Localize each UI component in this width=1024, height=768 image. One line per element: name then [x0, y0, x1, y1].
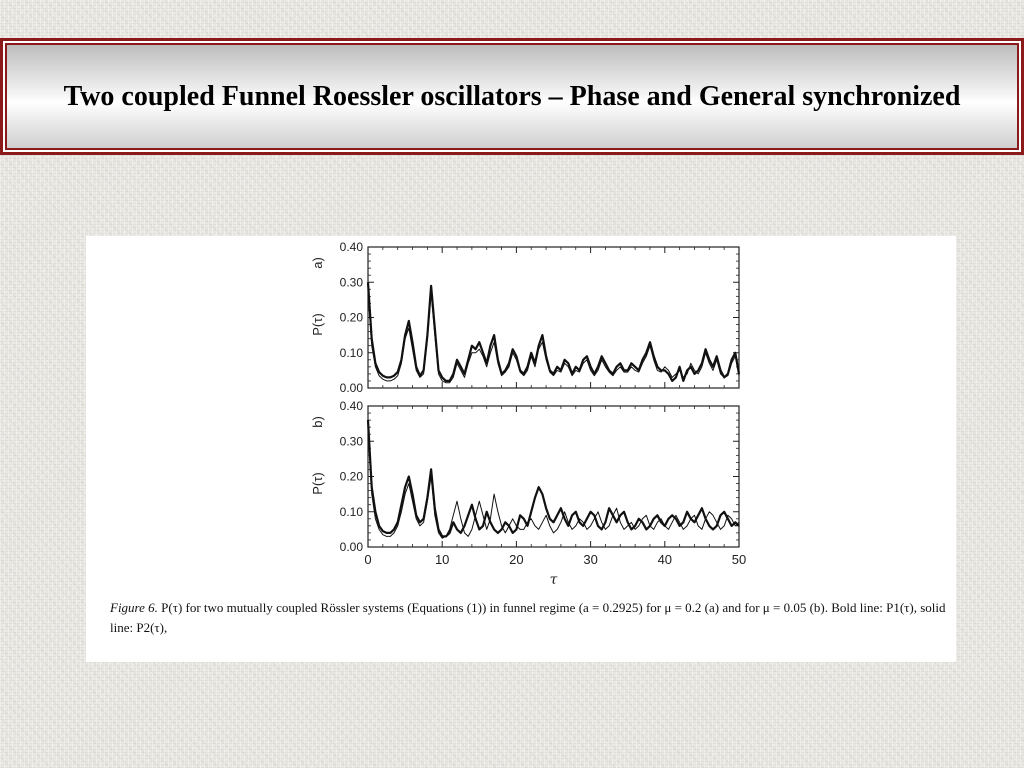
- caption-label: Figure 6.: [110, 600, 158, 615]
- x-tick-label: 10: [434, 552, 450, 567]
- y-tick-label: 0.00: [339, 381, 363, 395]
- chart-figure: [86, 236, 956, 598]
- figure-caption: [110, 598, 950, 638]
- y-tick-label: 0.00: [339, 540, 363, 554]
- y-tick-label: 0.40: [339, 240, 363, 254]
- y-axis-label: P(τ): [310, 313, 325, 336]
- x-tick-label: 0: [364, 552, 372, 567]
- x-tick-label: 30: [583, 552, 598, 567]
- figure-panel: [86, 236, 956, 662]
- series-p1-line-panel-a: [368, 282, 739, 381]
- y-tick-label: 0.10: [339, 345, 363, 360]
- x-tick-label: 50: [731, 552, 747, 567]
- title-banner-inner: [5, 43, 1019, 150]
- series-p1-line-panel-b: [368, 420, 739, 536]
- x-tick-label: 20: [509, 552, 524, 567]
- panel-b-frame: [368, 406, 739, 547]
- x-tick-label: 40: [657, 552, 673, 567]
- caption-text: P(τ) for two mutually coupled Rössler systems (Equations (1)) in funnel regime (a = 0.2925) for μ = 0.2 (a) and for μ = 0.05 (b). Bold line: P1(τ), solid line: P2(τ),: [110, 600, 946, 635]
- y-tick-label: 0.30: [339, 434, 363, 449]
- y-tick-label: 0.20: [339, 469, 363, 484]
- panel-b-label: b): [310, 416, 325, 428]
- slide-title: Two coupled Funnel Roessler oscillators – Phase and General synchronized: [63, 80, 961, 112]
- y-axis-label: P(τ): [310, 472, 325, 495]
- x-axis-label: τ: [549, 572, 558, 588]
- y-tick-label: 0.30: [339, 275, 363, 290]
- y-tick-label: 0.20: [339, 310, 363, 325]
- y-tick-label: 0.10: [339, 504, 363, 519]
- title-banner: [0, 38, 1024, 155]
- panel-a-label: a): [310, 257, 325, 269]
- y-tick-label: 0.40: [339, 399, 363, 413]
